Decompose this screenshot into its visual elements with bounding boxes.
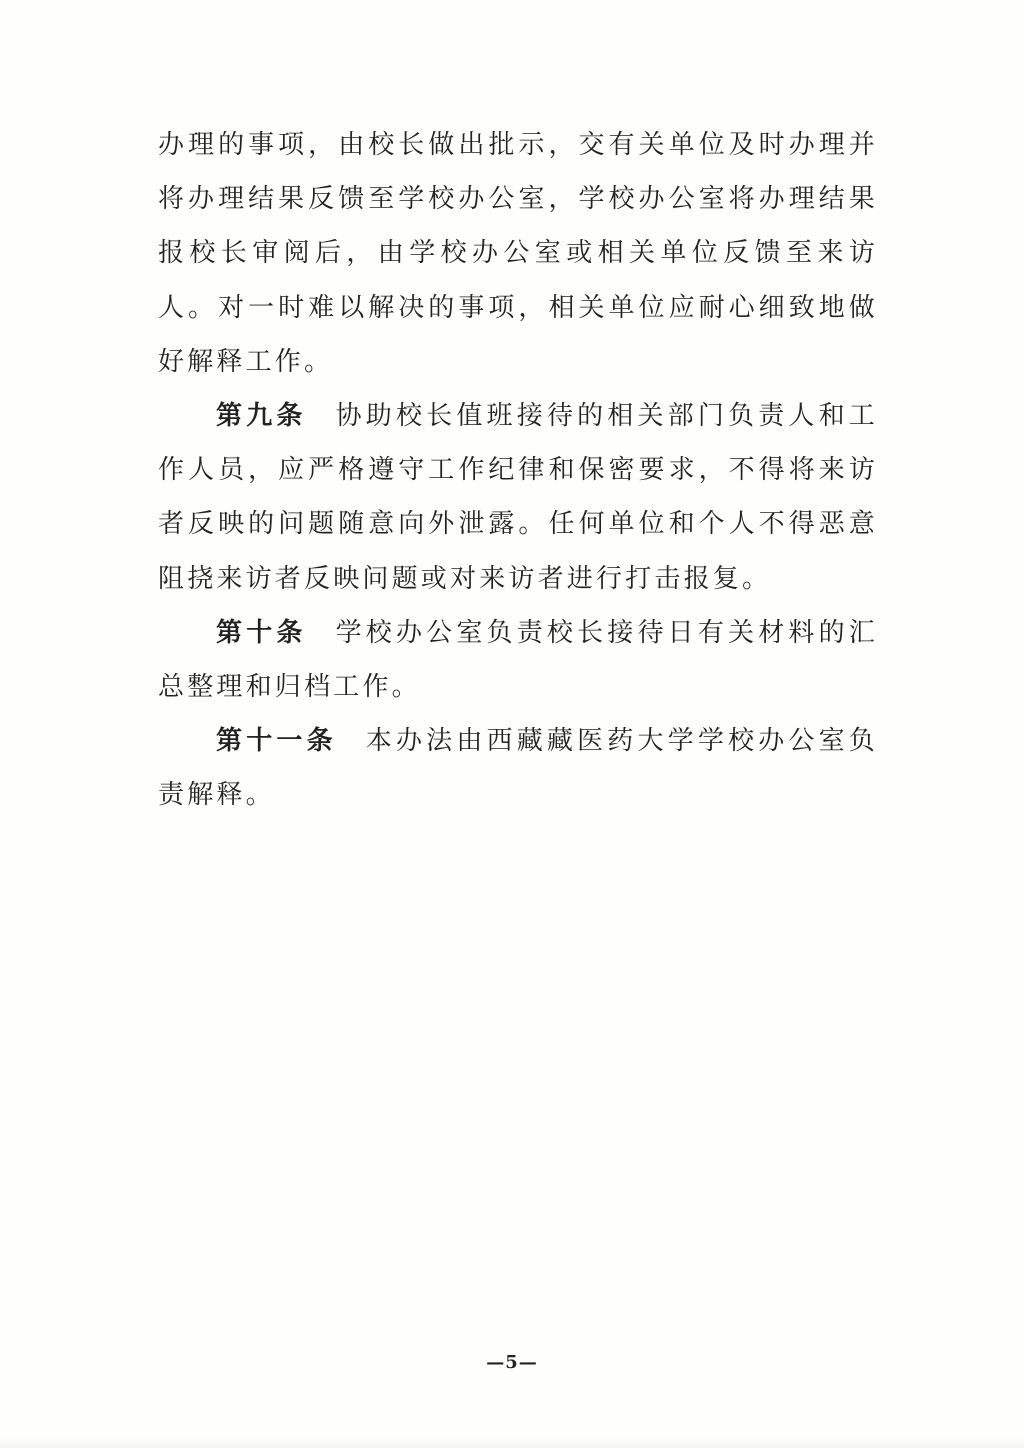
article-11-text: 本办法由西藏藏医药大学学校办公室负责解释。 (158, 726, 878, 811)
page-number: —5— (486, 1352, 538, 1373)
article-11-label: 第十一条 (216, 726, 337, 757)
article-11 (158, 714, 878, 822)
document-body (158, 118, 878, 823)
continuation-paragraph: 办理的事项，由校长做出批示，交有关单位及时办理并将办理结果反馈至学校办公室，学校办公室将办理结果报校长审阅后，由学校办公室或相关单位反馈至来访人。对一时难以解决的事项，相关单位应耐心细致地做好解释工作。 (158, 130, 878, 377)
article-10-label: 第十条 (216, 617, 307, 648)
article-9-label: 第九条 (216, 401, 307, 432)
article-10 (158, 606, 878, 714)
article-9-text: 协助校长值班接待的相关部门负责人和工作人员，应严格遵守工作纪律和保密要求，不得将来访者反映的问题随意向外泄露。任何单位和个人不得恶意阻挠来访者反映问题或对来访者进行打击报复。 (158, 401, 878, 594)
article-10-text: 学校办公室负责校长接待日有关材料的汇总整理和归档工作。 (158, 617, 878, 703)
scan-shadow (0, 1438, 1024, 1448)
article-9 (158, 389, 878, 606)
